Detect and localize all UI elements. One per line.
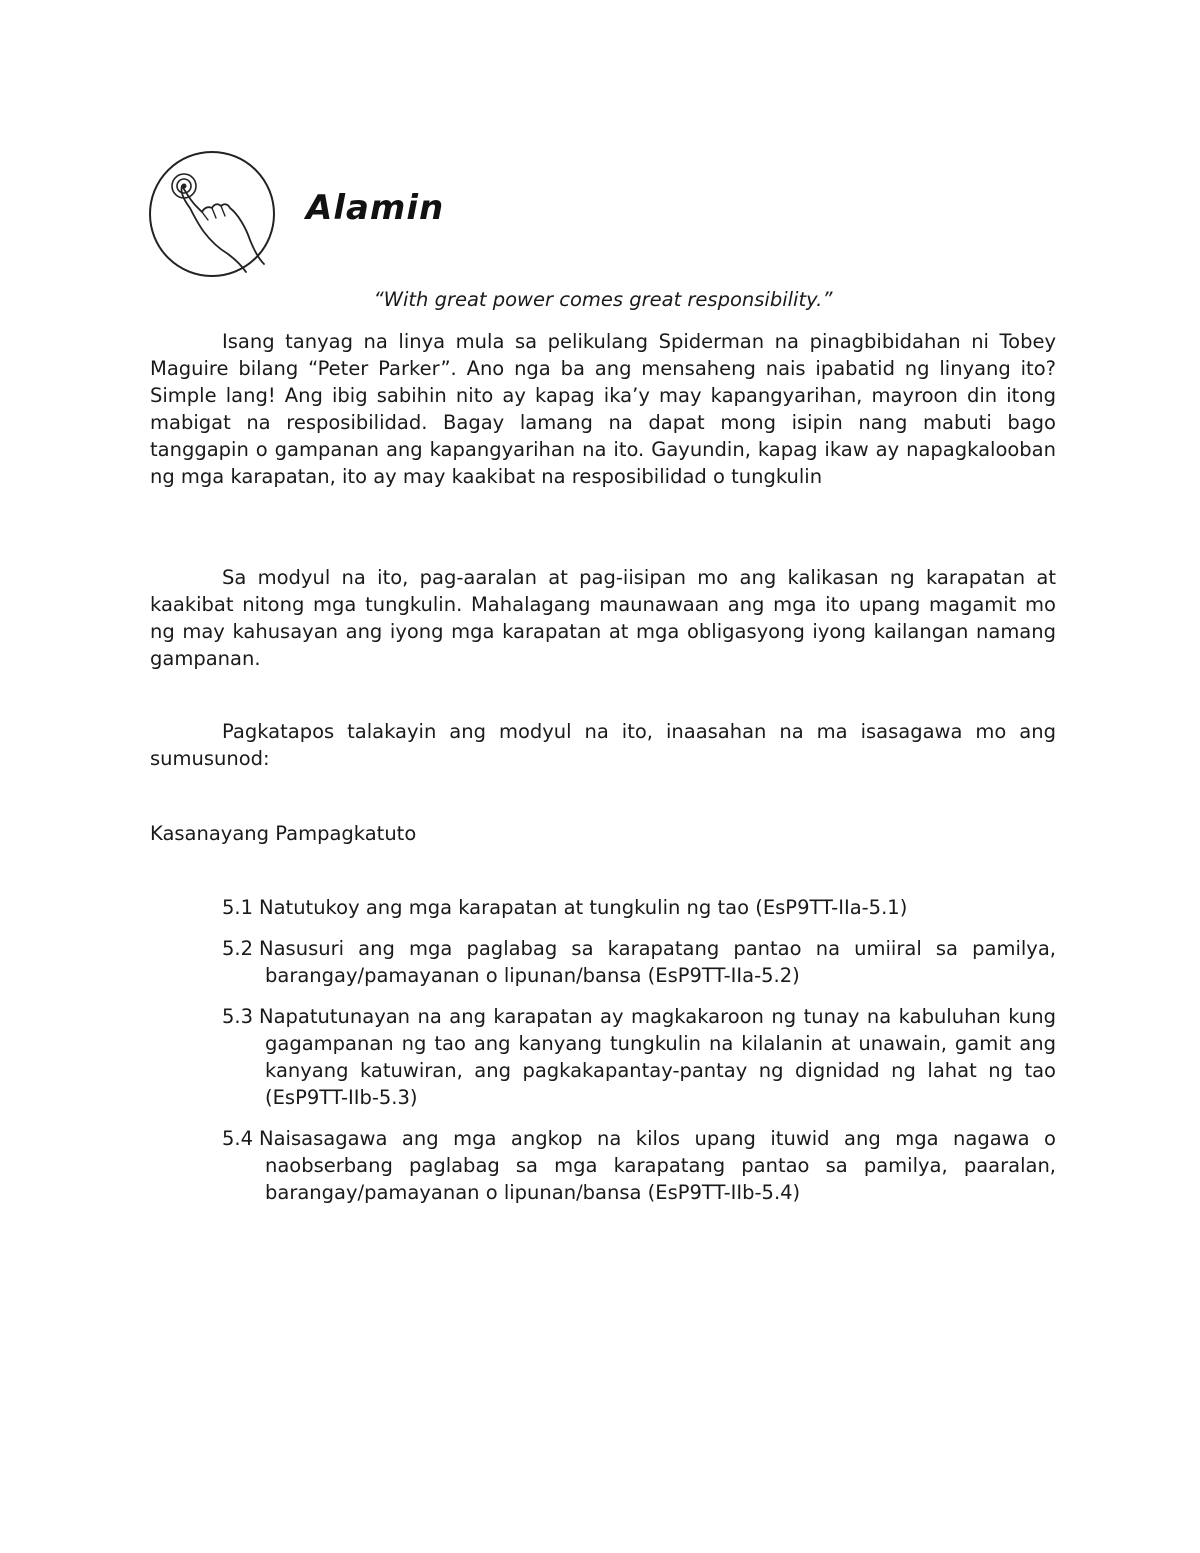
item-number: 5.2 [222, 937, 254, 960]
paragraph-intro: Isang tanyag na linya mula sa pelikulang Spiderman na pinagbibidahan ni Tobey Maguire bilang “Peter Parker”. Ano nga ba ang mensaheng nais ipabatid ng linyang ito? Simple lang! Ang ibig sabihin nito ay kapag ika’y may kapangyarihan, mayroon din itong mabigat na resposibilidad. Bagay lamang na dapat mong isipin nang mabuti bago tanggapin o gampanan ang kapangyarihan na ito. Gayundin, kapag ikaw ay napagkalooban ng mga karapatan, ito ay may kaakibat na resposibilidad o tungkulin [150, 330, 1056, 488]
item-number: 5.3 [222, 1005, 254, 1028]
item-text: Natutukoy ang mga karapatan at tungkulin ng tao (EsP9TT-IIa-5.1) [259, 896, 908, 919]
competencies-list [222, 894, 1056, 1220]
item-text: Naisasagawa ang mga angkop na kilos upang ituwid ang mga nagawa o naobserbang paglabag sa mga karapatang pantao sa pamilya, paaralan, barangay/pamayanan o lipunan/bansa (EsP9TT-IIb-5.4) [259, 1127, 1056, 1204]
item-text: Napatutunayan na ang karapatan ay magkakaroon ng tunay na kabuluhan kung gagampanan ng tao ang kanyang tungkulin na kilalanin at unawain, gamit ang kanyang katuwiran, ang pagkakapantay-pantay ng dignidad ng lahat ng tao (EsP9TT-IIb-5.3) [259, 1005, 1056, 1109]
quote: “With great power comes great responsibility.” [373, 288, 833, 311]
item-number: 5.4 [222, 1127, 254, 1150]
competencies-heading: Kasanayang Pampagkatuto [150, 822, 417, 845]
list-item [222, 935, 1056, 989]
item-text: Nasusuri ang mga paglabag sa karapatang pantao na umiiral sa pamilya, barangay/pamayanan o lipunan/bansa (EsP9TT-IIa-5.2) [259, 937, 1056, 987]
list-item [222, 1125, 1056, 1206]
pointing-hand-icon [146, 148, 278, 280]
list-item [222, 1003, 1056, 1111]
section-title: Alamin [306, 188, 445, 228]
item-number: 5.1 [222, 896, 254, 919]
paragraph-module: Sa modyul na ito, pag-aaralan at pag-iisipan mo ang kalikasan ng karapatan at kaakibat nitong mga tungkulin. Mahalagang maunawaan ang mga ito upang magamit mo ng may kahusayan ang iyong mga karapatan at mga obligasyong iyong kailangan namang gampanan. [150, 566, 1056, 670]
paragraph-expectations: Pagkatapos talakayin ang modyul na ito, inaasahan na ma isasagawa mo ang sumusunod: [150, 720, 1056, 770]
list-item [222, 894, 1056, 921]
